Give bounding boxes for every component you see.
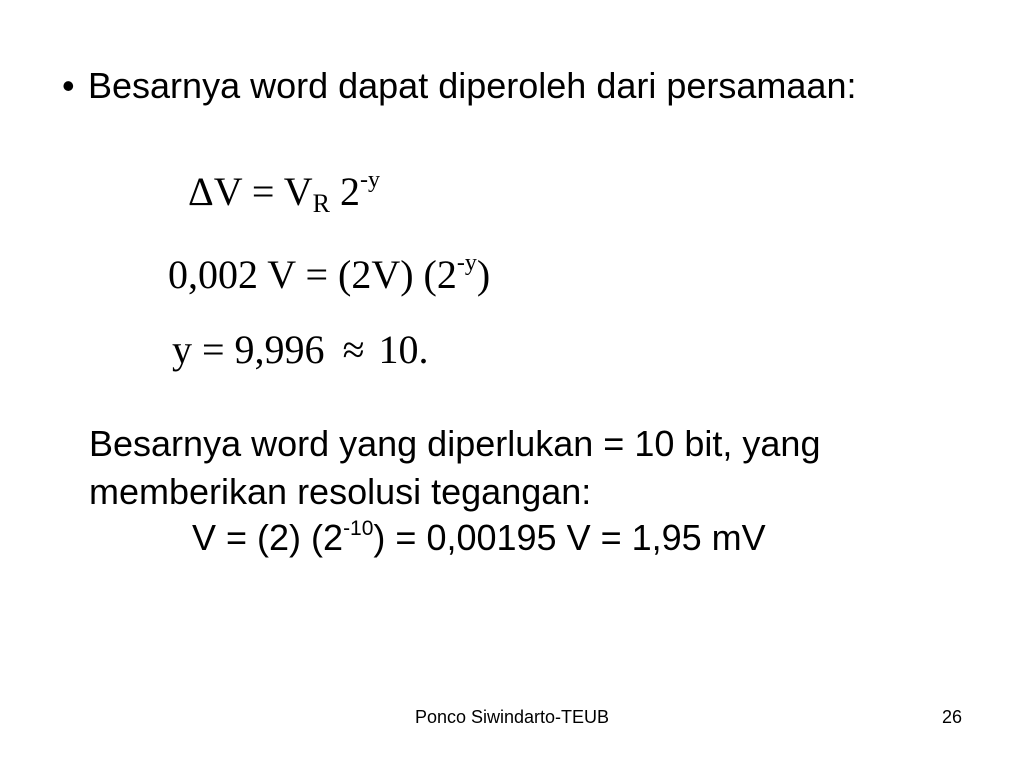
equation-delta-v-base: 2 bbox=[329, 169, 360, 214]
equation-y-value-post: 10. bbox=[378, 327, 429, 372]
resolution-equation-post: ) = 0,00195 V = 1,95 mV bbox=[373, 517, 766, 558]
result-line-1: Besarnya word yang diperlukan = 10 bit, yang bbox=[89, 423, 821, 464]
equation-substitution-exponent: -y bbox=[456, 250, 477, 276]
result-line-2: memberikan resolusi tegangan: bbox=[89, 471, 592, 512]
bullet-symbol: • bbox=[62, 65, 75, 106]
bullet-text: Besarnya word dapat diperoleh dari persamaan: bbox=[88, 65, 857, 106]
resolution-equation-pre: V = (2) (2 bbox=[192, 517, 344, 558]
bullet-point bbox=[62, 62, 856, 110]
equation-substitution-pre: 0,002 V = (2V) (2 bbox=[168, 252, 457, 297]
equation-substitution-post: ) bbox=[476, 252, 491, 297]
resolution-equation bbox=[192, 514, 766, 562]
equation-delta-v bbox=[188, 167, 380, 218]
result-paragraph bbox=[89, 420, 820, 516]
page-number: 26 bbox=[941, 707, 962, 727]
equation-y-value-pre: y = 9,996 bbox=[172, 327, 325, 372]
equation-substitution bbox=[168, 250, 491, 297]
approx-symbol: ≈ bbox=[342, 327, 365, 372]
equation-delta-v-subscript: R bbox=[312, 189, 330, 218]
equation-delta-v-lhs: ΔV = V bbox=[188, 169, 313, 214]
footer-author: Ponco Siwindarto-TEUB bbox=[414, 707, 610, 727]
equation-delta-v-exponent: -y bbox=[359, 167, 380, 193]
resolution-equation-exponent: -10 bbox=[343, 517, 374, 540]
equation-y-value bbox=[172, 327, 429, 372]
